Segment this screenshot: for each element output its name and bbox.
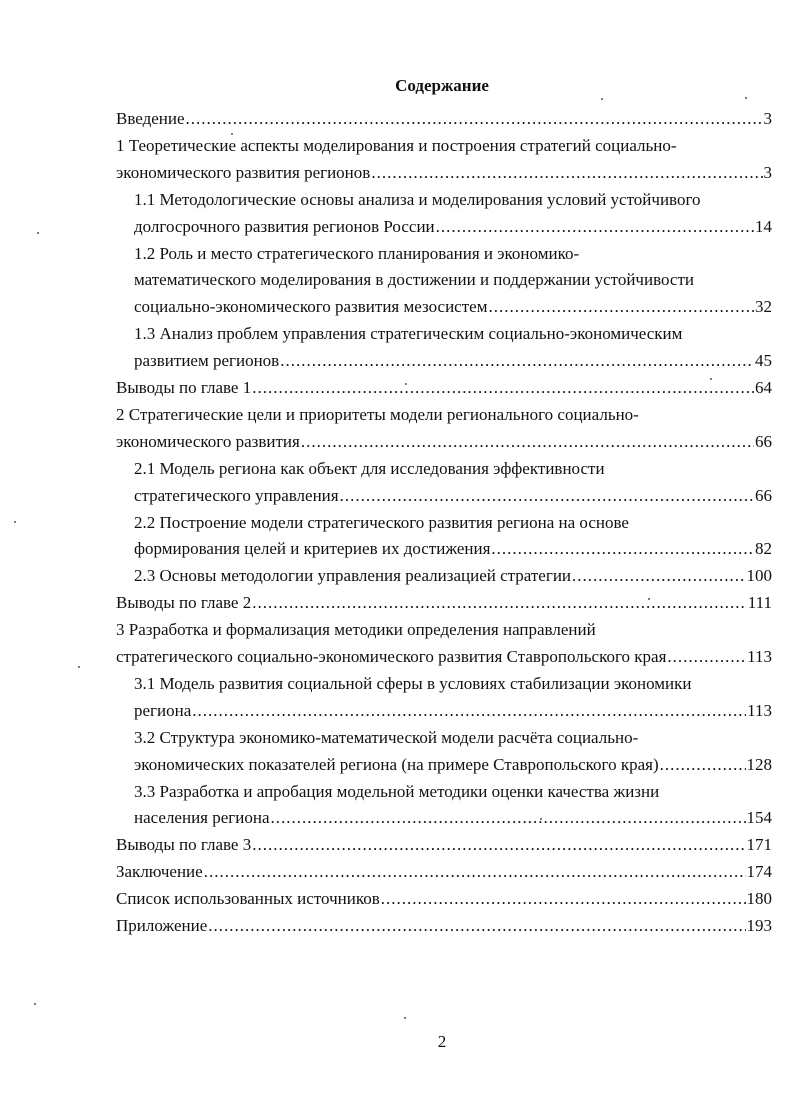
toc-page-number: 45: [755, 351, 772, 371]
toc-page-number: 154: [746, 808, 772, 828]
toc-entry-line-wrap: [134, 671, 772, 697]
toc-page-number: 174: [746, 862, 772, 882]
toc-entry-line-wrap: [134, 456, 772, 482]
toc-entry-line-wrap: [134, 321, 772, 347]
scan-speck: [34, 1003, 36, 1005]
toc-entry-text: 1 Теоретические аспекты моделирования и построения стратегий социально-: [116, 135, 677, 155]
toc-dot-leader: [660, 752, 746, 778]
toc-entry-text: Выводы по главе 3: [116, 835, 252, 855]
toc-entry-line-wrap: [134, 510, 772, 536]
toc-dot-leader: [252, 590, 747, 616]
toc-dot-leader: [436, 214, 754, 240]
toc-entry-text: математического моделирования в достижении и поддержании устойчивости: [134, 270, 694, 290]
toc-page-number: 32: [755, 297, 772, 317]
toc-dot-leader: [186, 106, 763, 132]
toc-entry-text: 1.3 Анализ проблем управления стратегическим социально-экономическим: [134, 324, 683, 344]
toc-entry-text: экономического развития: [116, 431, 300, 451]
toc-entry-line-wrap: [134, 779, 772, 805]
toc-entry-text: населения региона: [134, 808, 270, 828]
toc-entry-text: Выводы по главе 2: [116, 593, 252, 613]
toc-dot-leader: [301, 429, 754, 455]
toc-entry-text: Заключение: [116, 862, 203, 882]
scan-speck: [601, 98, 603, 100]
toc-entry-line: [116, 859, 772, 885]
toc-entry-text: 2.3 Основы методологии управления реализацией стратегии: [134, 566, 572, 586]
toc-entry-text: стратегического управления: [134, 485, 339, 505]
toc-entry-text: 1.2 Роль и место стратегического планирования и экономико-: [134, 243, 580, 263]
toc-entry-line: [134, 698, 772, 724]
toc-entry-line-wrap: [116, 133, 772, 159]
toc-entry-line: [116, 886, 772, 912]
toc-page-number: 111: [747, 593, 772, 613]
toc-page-number: 64: [755, 378, 772, 397]
scan-speck: [404, 1017, 406, 1019]
toc-dot-leader: [252, 375, 754, 401]
scan-speck: [14, 521, 16, 523]
toc-page-number: 113: [747, 647, 772, 666]
toc-dot-leader: [667, 644, 746, 670]
toc-entry-line: [116, 160, 772, 186]
toc-entry-line: [116, 375, 772, 401]
toc-page-number: 193: [746, 916, 772, 935]
toc-entry-line: [134, 348, 772, 374]
toc-entry-line: [134, 294, 772, 320]
toc-dot-leader: [371, 160, 762, 186]
toc-entry-line: [134, 752, 772, 778]
toc-entry-line: [134, 563, 772, 589]
toc-dot-leader: [491, 536, 754, 562]
toc-entry-line: [116, 832, 772, 858]
page-title: Содержание: [395, 76, 489, 95]
toc-entry-text: формирования целей и критериев их достижения: [134, 539, 491, 559]
toc-entry-text: стратегического социально-экономического развития Ставропольского края: [116, 647, 667, 666]
toc-entry-text: экономического развития регионов: [116, 162, 371, 182]
toc-entry-line: [116, 644, 772, 670]
toc-entry-line: [116, 913, 772, 939]
toc-dot-leader: [340, 483, 754, 509]
toc-page-number: 100: [746, 566, 772, 586]
toc-page-number: 14: [755, 216, 772, 236]
toc-page-number: 3: [763, 109, 772, 128]
toc-entry-text: социально-экономического развития мезосистем: [134, 297, 488, 317]
toc-entry-text: долгосрочного развития регионов России: [134, 216, 435, 236]
toc-entry-text: 2.2 Построение модели стратегического развития региона на основе: [134, 512, 629, 532]
scan-speck: [710, 378, 712, 380]
toc-page-number: 3: [763, 162, 772, 182]
toc-entry-text: 3.1 Модель развития социальной сферы в условиях стабилизации экономики: [134, 673, 692, 693]
toc-entry-text: Выводы по главе 1: [116, 378, 252, 397]
toc-page-number: 82: [755, 539, 772, 559]
scan-speck: [405, 383, 407, 385]
toc-entry-text: 2.1 Модель региона как объект для исследования эффективности: [134, 458, 605, 478]
toc-page-number: 128: [746, 754, 772, 774]
toc-dot-leader: [204, 859, 746, 885]
toc-entry-line-wrap: [134, 267, 772, 293]
toc-entry-line-wrap: [116, 402, 772, 428]
page-number: 2: [437, 1032, 447, 1051]
toc-dot-leader: [572, 563, 745, 589]
toc-entry-text: развитием регионов: [134, 351, 280, 371]
toc-entry-line: [134, 805, 772, 831]
toc-dot-leader: [208, 913, 745, 939]
toc-entry-text: 3 Разработка и формализация методики определения направлений: [116, 620, 596, 640]
toc-entry-text: региона: [134, 700, 192, 720]
toc-entry-text: 3.2 Структура экономико-математической модели расчёта социально-: [134, 727, 639, 747]
toc-entry-text: 2 Стратегические цели и приоритеты модели регионального социально-: [116, 404, 639, 424]
toc-entry-line: [116, 106, 772, 132]
scan-speck: [648, 598, 650, 600]
scan-speck: [745, 97, 747, 99]
toc-dot-leader: [271, 805, 746, 831]
toc-entry-line: [116, 429, 772, 455]
scan-speck: [37, 232, 39, 234]
toc-entry-text: Список использованных источников: [116, 889, 380, 909]
toc-entry-line: [134, 536, 772, 562]
toc-entry-text: Введение: [116, 109, 185, 128]
toc-dot-leader: [252, 832, 745, 858]
toc-entry-text: Приложение: [116, 916, 208, 935]
toc-entry-line: [134, 214, 772, 240]
toc-dot-leader: [381, 886, 746, 912]
toc-entry-line-wrap: [134, 187, 772, 213]
scan-speck: [540, 818, 542, 820]
toc-page-number: 180: [746, 889, 772, 909]
scan-speck: [78, 666, 80, 668]
toc-entry-line-wrap: [134, 241, 772, 267]
toc-page-number: 113: [747, 700, 772, 720]
toc-dot-leader: [192, 698, 746, 724]
toc-page-number: 66: [755, 485, 772, 505]
scan-speck: [231, 133, 233, 135]
toc-dot-leader: [488, 294, 754, 320]
toc-entry-line: [134, 483, 772, 509]
toc-entry-line-wrap: [116, 617, 772, 643]
toc-entry-line-wrap: [134, 725, 772, 751]
toc-page-number: 66: [755, 431, 772, 451]
toc-entry-line: [116, 590, 772, 616]
toc-entry-text: экономических показателей региона (на примере Ставропольского края): [134, 754, 659, 774]
toc-dot-leader: [280, 348, 754, 374]
toc-page-number: 171: [746, 835, 772, 855]
toc-entry-text: 1.1 Методологические основы анализа и моделирования условий устойчивого: [134, 189, 701, 209]
toc-entry-text: 3.3 Разработка и апробация модельной методики оценки качества жизни: [134, 781, 660, 801]
